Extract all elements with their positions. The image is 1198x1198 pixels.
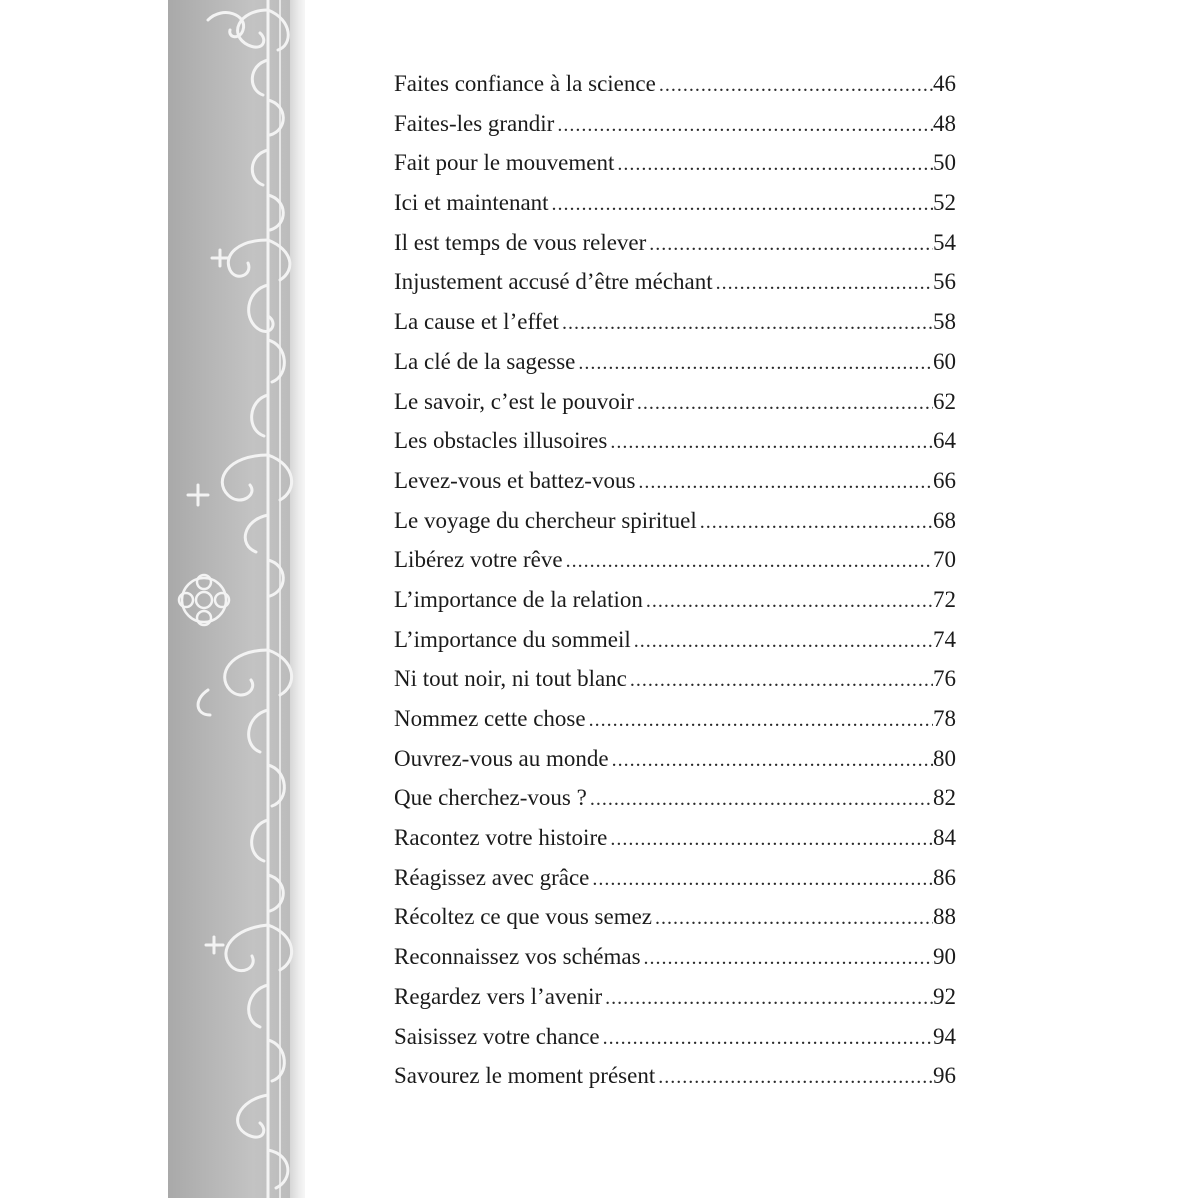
dot-leader <box>627 661 933 701</box>
dot-leader <box>575 344 933 384</box>
dot-leader <box>713 264 933 304</box>
toc-entry-title: Savourez le moment présent <box>394 1063 656 1089</box>
toc-entry-page-number: 52 <box>933 190 956 216</box>
toc-entry <box>394 223 956 263</box>
toc-entry-title: Fait pour le mouvement <box>394 150 615 176</box>
dot-leader <box>563 542 933 582</box>
dot-leader <box>609 741 933 781</box>
toc-entry-page-number: 80 <box>933 745 956 771</box>
toc-entry-title: L’importance de la relation <box>394 586 643 612</box>
toc-entry-title: Injustement accusé d’être méchant <box>394 269 713 295</box>
toc-entry-title: Regardez vers l’avenir <box>394 983 603 1009</box>
dot-leader <box>602 979 933 1019</box>
dot-leader <box>607 423 933 463</box>
toc-entry-page-number: 74 <box>933 626 956 652</box>
toc-entry-title: Le voyage du chercheur spirituel <box>394 507 697 533</box>
toc-entry <box>394 104 956 144</box>
dot-leader <box>600 1019 933 1059</box>
toc-entry <box>394 382 956 422</box>
toc-entry-title: Ni tout noir, ni tout blanc <box>394 666 627 692</box>
toc-entry-page-number: 78 <box>933 706 956 731</box>
toc-entry-title: Levez-vous et battez-vous <box>394 467 636 493</box>
dot-leader <box>607 820 933 860</box>
ornamental-scroll-border <box>168 0 305 1198</box>
toc-entry-title: Saisissez votre chance <box>394 1023 600 1049</box>
toc-entry-page-number: 76 <box>933 666 956 692</box>
toc-entry-title: Le savoir, c’est le pouvoir <box>394 388 634 414</box>
toc-entry-page-number: 60 <box>933 348 956 374</box>
toc-entry <box>394 858 956 898</box>
toc-entry-title: Faites-les grandir <box>394 110 555 136</box>
dot-leader <box>554 106 933 146</box>
dot-leader <box>646 225 933 265</box>
toc-entry-page-number: 88 <box>933 904 956 930</box>
toc-entry <box>394 897 956 937</box>
toc-entry-page-number: 70 <box>933 547 956 573</box>
dot-leader <box>635 463 933 503</box>
toc-entry-page-number: 46 <box>933 71 956 96</box>
toc-entry <box>394 580 956 620</box>
toc-entry <box>394 778 956 818</box>
toc-entry-page-number: 56 <box>933 269 956 295</box>
toc-entry <box>394 659 956 699</box>
toc-entry-page-number: 64 <box>933 428 956 454</box>
toc-entry-page-number: 90 <box>933 944 956 970</box>
dot-leader <box>549 185 933 225</box>
toc-entry-title: Ici et maintenant <box>394 190 549 216</box>
toc-entry-title: La clé de la sagesse <box>394 348 576 374</box>
dot-leader <box>641 939 933 979</box>
toc-entry <box>394 540 956 580</box>
toc-entry-title: Que cherchez-vous ? <box>394 785 587 811</box>
toc-entry <box>394 501 956 541</box>
toc-entry-title: Il est temps de vous relever <box>394 229 647 255</box>
dot-leader <box>589 860 933 900</box>
toc-entry <box>394 262 956 302</box>
toc-entry-title: Les obstacles illusoires <box>394 428 608 454</box>
dot-leader <box>586 701 933 741</box>
dot-leader <box>652 899 933 939</box>
toc-entry-page-number: 68 <box>933 507 956 533</box>
dot-leader <box>587 780 933 820</box>
toc-entry <box>394 739 956 779</box>
toc-entry <box>394 461 956 501</box>
dot-leader <box>643 582 933 622</box>
toc-entry-title: Racontez votre histoire <box>394 825 608 851</box>
toc-entry <box>394 183 956 223</box>
toc-entry <box>394 302 956 342</box>
toc-entry-page-number: 58 <box>933 309 956 335</box>
toc-entry <box>394 699 956 739</box>
toc-entry-page-number: 66 <box>933 467 956 493</box>
toc-entry-page-number: 86 <box>933 864 956 890</box>
scroll-vine-ornament <box>188 0 292 1198</box>
dot-leader <box>614 145 933 185</box>
toc-entry <box>394 421 956 461</box>
toc-entry-page-number: 54 <box>933 229 956 255</box>
toc-entry <box>394 143 956 183</box>
toc-entry <box>394 1056 956 1096</box>
dot-leader <box>559 304 933 344</box>
toc-entry <box>394 342 956 382</box>
toc-entry-title: Ouvrez-vous au monde <box>394 745 609 771</box>
quatrefoil-medallion-icon <box>179 575 229 625</box>
toc-entry-page-number: 96 <box>933 1063 956 1089</box>
toc-entry-title: Faites confiance à la science <box>394 71 656 96</box>
toc-entry <box>394 620 956 660</box>
toc-entry <box>394 977 956 1017</box>
toc-entry-page-number: 82 <box>933 785 956 811</box>
toc-entry-page-number: 72 <box>933 586 956 612</box>
toc-entry-title: La cause et l’effet <box>394 309 559 335</box>
toc-entry-page-number: 94 <box>933 1023 956 1049</box>
toc-entry-page-number: 50 <box>933 150 956 176</box>
toc-entry-title: Récoltez ce que vous semez <box>394 904 652 930</box>
toc-entry-title: L’importance du sommeil <box>394 626 631 652</box>
toc-entry-title: Nommez cette chose <box>394 706 586 731</box>
toc-entry-page-number: 62 <box>933 388 956 414</box>
dot-leader <box>631 622 933 662</box>
dot-leader <box>634 384 933 424</box>
dot-leader <box>656 66 933 106</box>
toc-entry-title: Réagissez avec grâce <box>394 864 590 890</box>
toc-entry <box>394 818 956 858</box>
toc-entry <box>394 64 956 104</box>
toc-entry-page-number: 48 <box>933 110 956 136</box>
toc-entry-page-number: 92 <box>933 983 956 1009</box>
toc-entry-title: Libérez votre rêve <box>394 547 563 573</box>
toc-entry-page-number: 84 <box>933 825 956 851</box>
toc-entry <box>394 1017 956 1057</box>
dot-leader <box>697 503 933 543</box>
table-of-contents <box>394 64 956 1096</box>
dot-leader <box>655 1058 933 1098</box>
toc-entry-title: Reconnaissez vos schémas <box>394 944 641 970</box>
toc-entry <box>394 937 956 977</box>
